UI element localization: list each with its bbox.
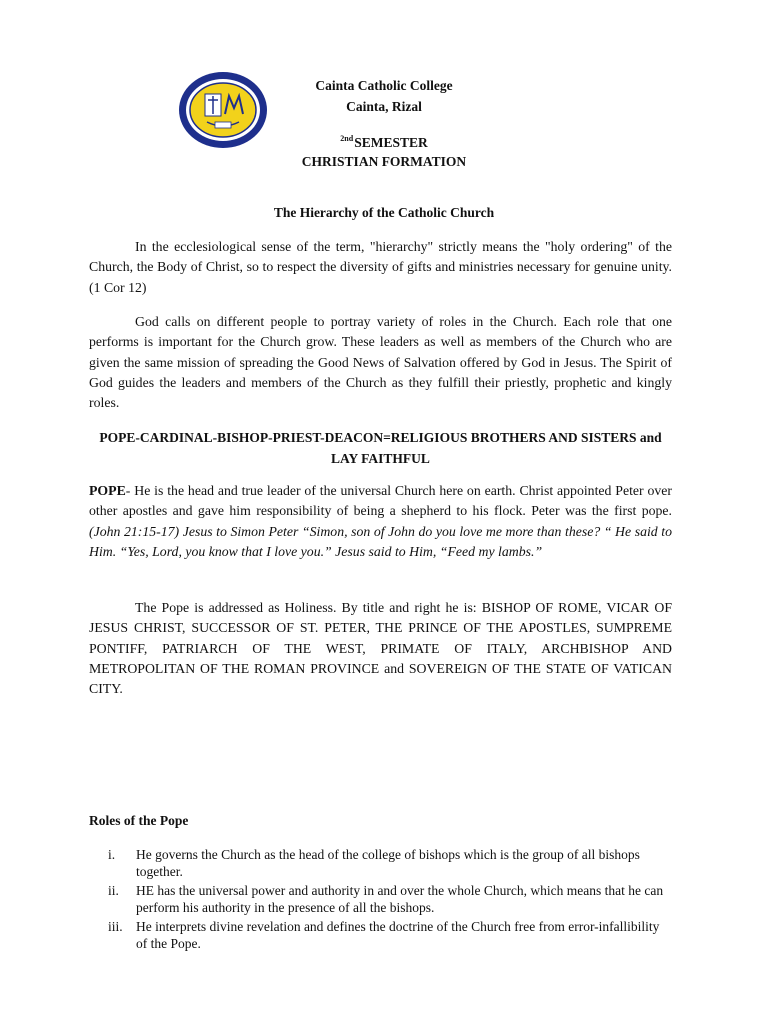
school-name: Cainta Catholic College: [315, 78, 453, 93]
list-item: [89, 918, 672, 952]
paragraph-roles-in-church: [89, 312, 672, 413]
school-town: Cainta, Rizal: [346, 99, 422, 114]
roles-list: [89, 846, 672, 954]
list-item-number: i.: [108, 847, 116, 862]
list-item-text: He interprets divine revelation and defines the doctrine of the Church free from error-infallibility of the Pope.: [136, 919, 660, 951]
semester-label: SEMESTER: [354, 135, 428, 150]
list-item-number: iii.: [108, 919, 123, 934]
subject-title: CHRISTIAN FORMATION: [301, 154, 467, 169]
list-item: [89, 846, 672, 880]
list-item-number: ii.: [108, 883, 119, 898]
pope-scripture-quote: (John 21:15-17) Jesus to Simon Peter “Simon, son of John do you love me more than these? “ He said to Him. “Yes, Lord, you know that I love you.” Jesus said to Him, “Feed my lambs.”: [89, 523, 672, 559]
paragraph-text: God calls on different people to portray variety of roles in the Church. Each role that one performs is important for the Church grow. These leaders as well as members of the Church who are given the same mission of spreading the Good News of Salvation offered by God in Jesus. The Spirit of God guides the leaders and members of the Church as they fulfill their priestly, prophetic and kingly roles.: [89, 314, 672, 411]
semester-ordinal: 2nd: [340, 134, 354, 143]
paragraph-hierarchy-definition: [89, 237, 672, 298]
paragraph-pope-titles: [89, 598, 672, 699]
list-item: [89, 882, 672, 916]
pope-description: - He is the head and true leader of the universal Church here on earth. Christ appointed Peter over other apostles and gave him responsibility of being a shepherd to his flock. Peter was the first pope.: [89, 483, 672, 519]
list-item-text: He governs the Church as the head of the college of bishops which is the group of all bishops together.: [136, 847, 640, 879]
paragraph-pope: [89, 481, 672, 562]
roles-heading: Roles of the Pope: [89, 813, 189, 828]
paragraph-text: In the ecclesiological sense of the term, "hierarchy" strictly means the "holy ordering" of the Church, the Body of Christ, so to respect the diversity of gifts and ministries necessary for genuine unity. (1 Cor 12): [89, 239, 672, 295]
pope-term: POPE: [89, 483, 126, 498]
paragraph-text: The Pope is addressed as Holiness. By title and right he is: BISHOP OF ROME, VICAR OF JESUS CHRIST, SUCCESSOR OF ST. PETER, THE PRINCE OF THE APOSTLES, SUMPREME PONTIFF, PATRIARCH OF THE WEST, PRIMATE OF ITALY, ARCHBISHOP AND METROPOLITAN OF THE ROMAN PROVINCE and SOVEREIGN OF THE STATE OF VATICAN CITY.: [89, 600, 672, 697]
document-title: The Hierarchy of the Catholic Church: [273, 205, 495, 220]
hierarchy-heading: POPE-CARDINAL-BISHOP-PRIEST-DEACON=RELIGIOUS BROTHERS AND SISTERS and LAY FAITHFUL: [99, 430, 662, 466]
list-item-text: HE has the universal power and authority in and over the whole Church, which means that he can perform his authority in the presence of all the bishops.: [136, 883, 664, 915]
semester-line: [0, 134, 768, 151]
